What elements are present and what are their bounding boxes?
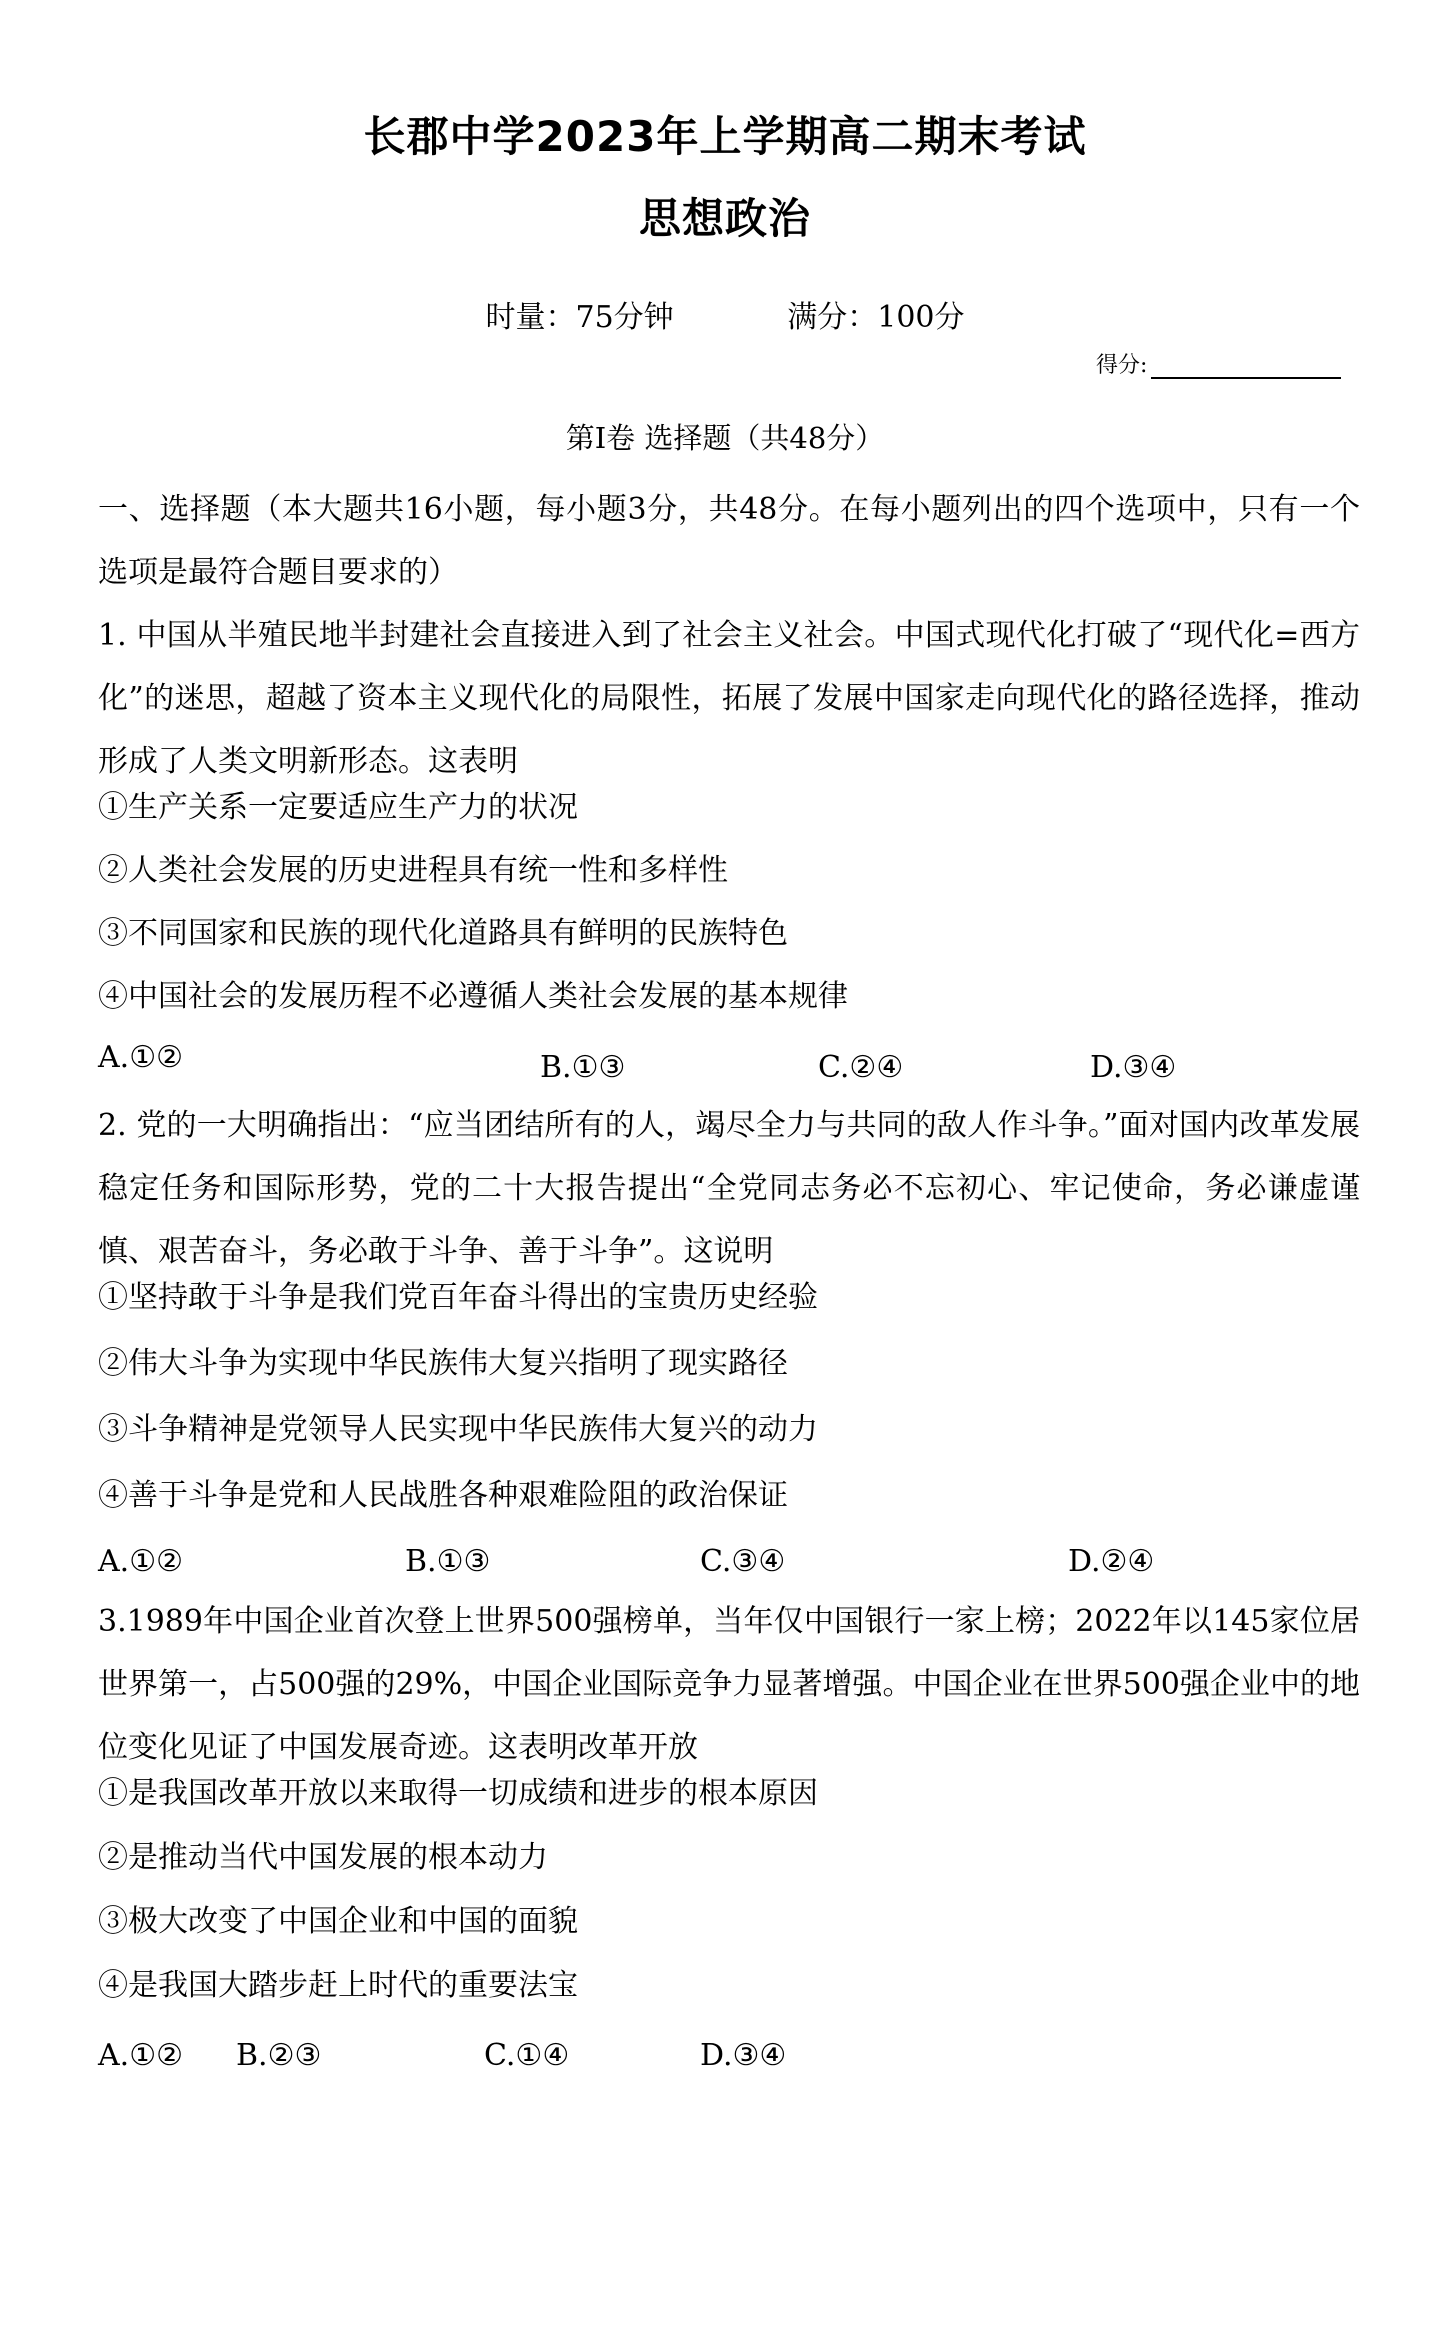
question-3-item-2: ②是推动当代中国发展的根本动力: [98, 1840, 548, 1875]
exam-title: 长郡中学2023年上学期高二期末考试: [363, 112, 1087, 161]
question-2-item-2: ②伟大斗争为实现中华民族伟大复兴指明了现实路径: [98, 1346, 788, 1381]
score-label: 得分:: [1096, 353, 1148, 378]
question-2-item-4: ④善于斗争是党和人民战胜各种艰难险阻的政治保证: [98, 1478, 788, 1513]
question-2-option-b: B.①③: [405, 1544, 491, 1579]
question-2-option-d: D.②④: [1068, 1544, 1155, 1579]
question-2-option-a: A.①②: [98, 1544, 183, 1579]
question-3-item-3: ③极大改变了中国企业和中国的面貌: [98, 1904, 578, 1939]
full-score: 满分：100分: [787, 300, 965, 335]
section-instructions: 一、选择题（本大题共16小题，每小题3分，共48分。在每小题列出的四个选项中，只有一个选项是最符合题目要求的）: [98, 492, 1360, 590]
question-1-item-4: ④中国社会的发展历程不必遵循人类社会发展的基本规律: [98, 979, 848, 1014]
question-3-item-4: ④是我国大踏步赶上时代的重要法宝: [98, 1968, 578, 2003]
score-field: [1096, 348, 1341, 379]
question-1-item-3: ③不同国家和民族的现代化道路具有鲜明的民族特色: [98, 916, 788, 951]
section-title: 第I卷 选择题（共48分）: [565, 421, 885, 455]
question-2-option-c: C.③④: [700, 1544, 786, 1579]
question-3-option-d: D.③④: [700, 2038, 787, 2073]
exam-meta: [0, 292, 1450, 336]
question-2-item-1: ①坚持敢于斗争是我们党百年奋斗得出的宝贵历史经验: [98, 1280, 818, 1315]
question-3-stem: 3.1989年中国企业首次登上世界500强榜单，当年仅中国银行一家上榜；2022年以145家位居世界第一，占500强的29%，中国企业国际竞争力显著增强。中国企业在世界500强企业中的地位变化见证了中国发展奇迹。这表明改革开放: [98, 1604, 1360, 1765]
question-3-item-1: ①是我国改革开放以来取得一切成绩和进步的根本原因: [98, 1776, 818, 1811]
question-3-option-a: A.①②: [98, 2038, 183, 2073]
question-3-option-b: B.②③: [236, 2038, 322, 2073]
question-1-option-a: A.①②: [98, 1040, 183, 1075]
question-1-stem: 1. 中国从半殖民地半封建社会直接进入到了社会主义社会。中国式现代化打破了“现代化=西方化”的迷思，超越了资本主义现代化的局限性，拓展了发展中国家走向现代化的路径选择，推动形成了人类文明新形态。这表明: [98, 618, 1360, 779]
question-1-option-b: B.①③: [540, 1050, 626, 1085]
question-2-stem: 2. 党的一大明确指出：“应当团结所有的人，竭尽全力与共同的敌人作斗争。”面对国内改革发展稳定任务和国际形势，党的二十大报告提出“全党同志务必不忘初心、牢记使命，务必谦虚谨慎、艰苦奋斗，务必敢于斗争、善于斗争”。这说明: [98, 1108, 1360, 1269]
question-1-item-2: ②人类社会发展的历史进程具有统一性和多样性: [98, 853, 728, 888]
question-1-option-d: D.③④: [1090, 1050, 1177, 1085]
score-blank-line: [1151, 353, 1341, 379]
subject-title: 思想政治: [638, 194, 811, 243]
question-1-option-c: C.②④: [818, 1050, 904, 1085]
question-2-item-3: ③斗争精神是党领导人民实现中华民族伟大复兴的动力: [98, 1412, 818, 1447]
question-3-option-c: C.①④: [484, 2038, 570, 2073]
time-limit: 时量：75分钟: [485, 300, 674, 335]
question-1-item-1: ①生产关系一定要适应生产力的状况: [98, 790, 578, 825]
